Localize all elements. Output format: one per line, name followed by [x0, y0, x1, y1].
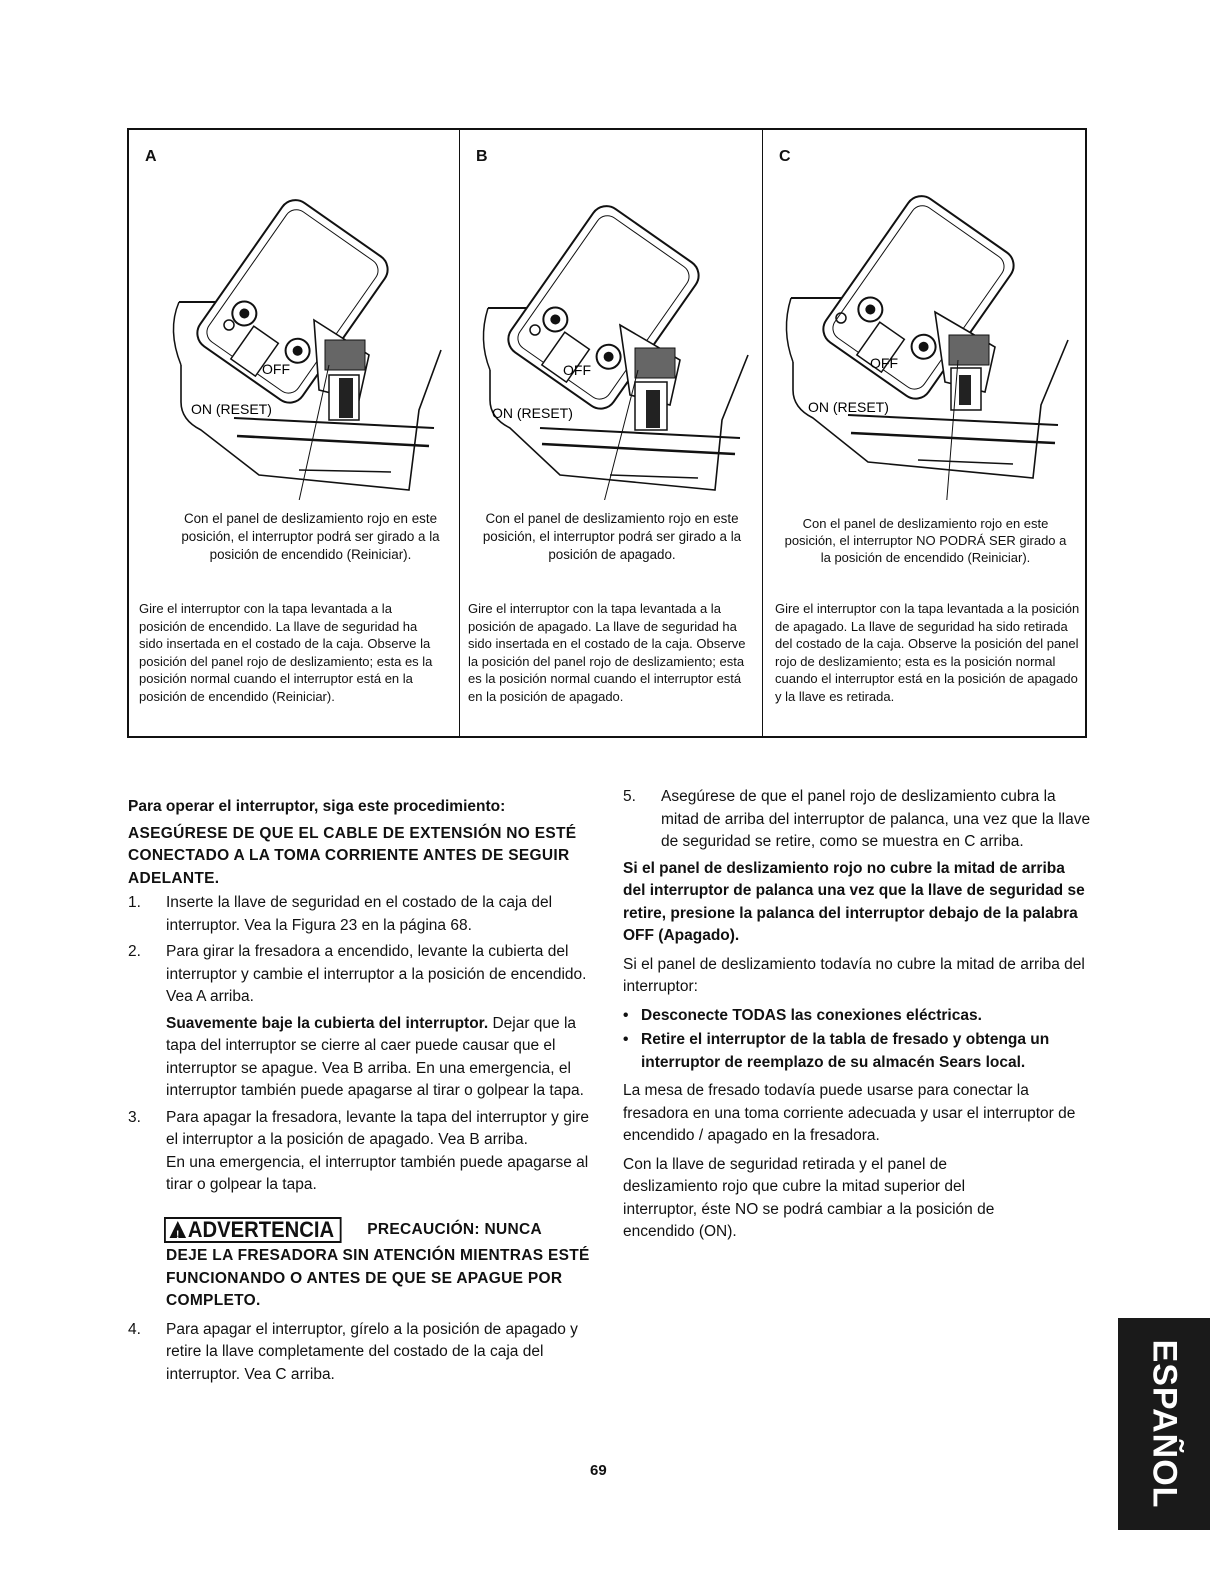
switch-illustration — [129, 190, 459, 500]
bullet-item: • Retire el interruptor de la tabla de fresado y obtenga un interruptor de reemplazo de su almacén Sears local. — [623, 1029, 1091, 1074]
step-4 — [128, 1319, 598, 1387]
figure-panel-a — [129, 130, 459, 736]
panel-description: Gire el interruptor con la tapa levantada a la posición de apagado. La llave de seguridad ha sido retirada del costado de la caja. Observe la posición del panel rojo de deslizamiento; esta es la posición normal cuando el interruptor está en la posición de apagado y la llave es retirada. — [775, 601, 1080, 704]
step-text: Inserte la llave de seguridad en el costado de la caja del interruptor. Vea la Figura 23 en la página 68. — [166, 894, 553, 934]
step-text: Para apagar la fresadora, levante la tapa del interruptor y gire el interruptor a la posición de apagado. Vea B arriba. — [166, 1108, 590, 1148]
on-reset-label: ON (RESET) — [808, 399, 889, 415]
panel-label: C — [779, 148, 791, 165]
switch-figure — [127, 128, 1087, 738]
language-side-tab — [1118, 1318, 1210, 1530]
step-number: 3. — [128, 1108, 141, 1126]
procedure-heading: Para operar el interruptor, siga este procedimiento: — [128, 798, 506, 815]
panel-description: Gire el interruptor con la tapa levantada a la posición de encendido. La llave de seguridad ha sido insertada en el costado de la caja. Observe la posición del panel rojo de deslizamiento; esta es la posición normal cuando el interruptor está en la posición de encendido (Reiniciar). — [139, 601, 433, 704]
warning-badge-label: ADVERTENCIA — [187, 1216, 335, 1242]
on-reset-label: ON (RESET) — [191, 401, 272, 417]
step-number: 5. — [623, 788, 636, 805]
procedure-steps-right — [623, 786, 1091, 854]
warning-block — [128, 1217, 598, 1313]
procedure-steps — [128, 892, 598, 1197]
warning-text: DEJE LA FRESADORA SIN ATENCIÓN MIENTRAS ESTÉ FUNCIONANDO O ANTES DE QUE SE APAGUE POR COMPLETO. — [166, 1247, 590, 1309]
step-number: 2. — [128, 943, 141, 960]
step-bold-text: Suavemente baje la cubierta del interruptor. — [166, 1014, 489, 1032]
off-label: OFF — [262, 361, 290, 377]
slide-panel-warning: Si el panel de deslizamiento rojo no cubre la mitad de arriba del interruptor de palanca una vez que la llave de seguridad se retire, presione la palanca del interruptor debajo de la palabra OFF (Apagado). — [623, 859, 1085, 944]
panel-caption: Con el panel de deslizamiento rojo en este posición, el interruptor NO PODRÁ SER girado a la posición de encendido (Reiniciar). — [784, 516, 1067, 565]
bullet-item: • Desconecte TODAS las conexiones eléctricas. — [623, 1005, 1091, 1028]
panel-label: A — [145, 148, 157, 165]
page-number: 69 — [590, 1462, 607, 1479]
paragraph: La mesa de fresado todavía puede usarse para conectar la fresadora en una toma corriente adecuada y usar el interruptor de encendido / apagado en la fresadora. — [623, 1082, 1076, 1144]
step-2 — [128, 941, 598, 1103]
left-column — [128, 796, 598, 1390]
off-label: OFF — [870, 355, 898, 371]
extension-cord-caution: ASEGÚRESE DE QUE EL CABLE DE EXTENSIÓN NO ESTÉ CONECTADO A LA TOMA CORRIENTE ANTES DE SEGUIR ADELANTE. — [128, 824, 577, 887]
paragraph: Con la llave de seguridad retirada y el panel de deslizamiento rojo que cubre la mitad superior del interruptor, éste NO se podrá cambiar a la posición de encendido (ON). — [623, 1155, 995, 1240]
panel-label: B — [476, 148, 488, 165]
step-text: Dejar que la tapa del interruptor se cierre al caer puede causar que el interruptor se apague. Vea B arriba. En una emergencia, el interruptor también puede apagarse al tirar o golpear la tapa. — [166, 1014, 584, 1099]
warning-triangle-icon: ! — [170, 1221, 187, 1238]
procedure-steps-cont — [128, 1319, 598, 1387]
switch-illustration — [460, 190, 760, 500]
side-tab-label: ESPAÑOL — [1145, 1339, 1184, 1509]
step-text: Para girar la fresadora a encendido, levante la cubierta del interruptor y cambie el interruptor a la posición de encendido. Vea A arriba. — [166, 943, 587, 1005]
warning-lead: PRECAUCIÓN: NUNCA — [367, 1220, 542, 1238]
step-text: En una emergencia, el interruptor también puede apagarse al tirar o golpear la tapa. — [166, 1153, 589, 1193]
panel-caption: Con el panel de deslizamiento rojo en este posición, el interruptor podrá ser girado a la posición de encendido (Reiniciar). — [181, 511, 440, 562]
panel-caption: Con el panel de deslizamiento rojo en este posición, el interruptor podrá ser girado a la posición de apagado. — [482, 511, 742, 562]
warning-badge — [164, 1217, 341, 1244]
figure-panel-c — [762, 130, 1088, 736]
step-1 — [128, 892, 598, 937]
step-3 — [128, 1107, 598, 1197]
off-label: OFF — [563, 362, 591, 378]
on-reset-label: ON (RESET) — [492, 405, 573, 421]
figure-panel-b — [459, 130, 763, 736]
switch-illustration — [763, 190, 1088, 500]
step-text: Para apagar el interruptor, gírelo a la posición de apagado y retire la llave completamente del costado de la caja del interruptor. Vea C arriba. — [166, 1320, 578, 1383]
step-number: 4. — [128, 1320, 141, 1338]
step-number: 1. — [128, 894, 141, 911]
paragraph: Si el panel de deslizamiento todavía no cubre la mitad de arriba del interruptor: — [623, 955, 1085, 995]
panel-description: Gire el interruptor con la tapa levantada a la posición de apagado. La llave de seguridad ha sido insertada en el costado de la caja. Observe la posición del panel rojo de deslizamiento; esta es la posición normal cuando el interruptor está en la posición de apagado. — [468, 601, 746, 704]
right-column — [623, 786, 1091, 1250]
step-text: Asegúrese de que el panel rojo de deslizamiento cubra la mitad de arriba del interruptor de palanca, una vez que la llave de seguridad se retire, como se muestra en C arriba. — [661, 788, 1091, 850]
step-5 — [623, 786, 1091, 854]
